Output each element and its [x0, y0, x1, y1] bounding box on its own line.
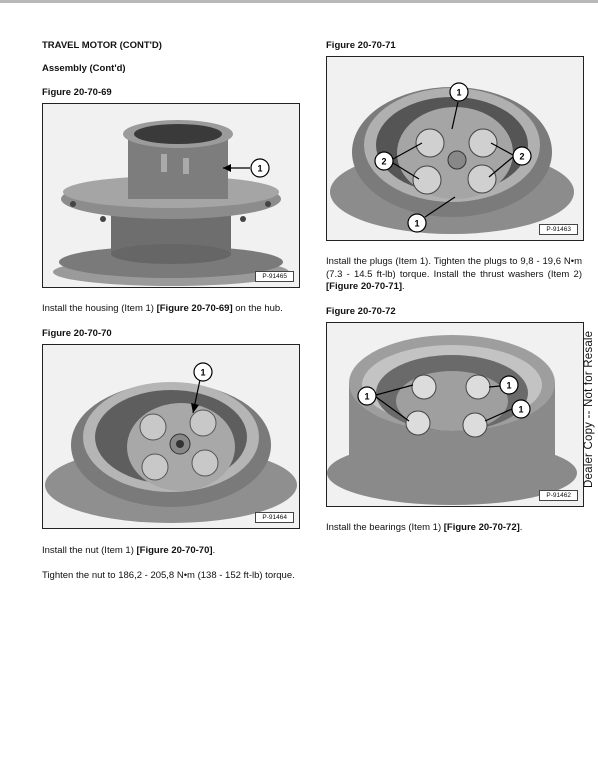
figure-reference: [Figure 20-70-71]	[326, 281, 403, 292]
figure-20-70-71	[326, 56, 584, 241]
photo-number: P-91462	[539, 490, 578, 501]
callout-1: 1	[257, 163, 263, 174]
figure-caption-71: Figure 20-70-71	[326, 40, 396, 51]
callout-2: 2	[519, 151, 525, 162]
callout-1: 1	[456, 87, 462, 98]
watermark: Dealer Copy -- Not for Resale	[583, 330, 595, 488]
plugs-photo	[327, 57, 583, 240]
figure-20-70-70	[42, 344, 300, 529]
figure-reference: [Figure 20-70-72]	[443, 522, 520, 533]
header-rule	[0, 0, 598, 3]
callout-1: 1	[414, 218, 420, 229]
figure-20-70-69	[42, 103, 300, 288]
section-title: TRAVEL MOTOR (CONT'D)	[42, 40, 162, 51]
callout-2: 2	[381, 156, 387, 167]
instruction-nut: Install the nut (Item 1) [Figure 20-70-70].	[42, 545, 216, 556]
nut-photo	[43, 345, 299, 528]
photo-number: P-91465	[255, 271, 294, 282]
bearings-photo	[327, 323, 583, 506]
figure-caption-69: Figure 20-70-69	[42, 87, 112, 98]
photo-number: P-91463	[539, 224, 578, 235]
instruction-bearings: Install the bearings (Item 1) [Figure 20-70-72].	[326, 522, 523, 533]
instruction-plugs: Install the plugs (Item 1). Tighten the plugs to 9,8 - 19,6 N•m (7.3 - 14.5 ft-lb) torque. Install the thrust washers (Item 2) [Figure 20-70-71].	[326, 256, 582, 292]
callout-1: 1	[200, 367, 206, 378]
instruction-housing: Install the housing (Item 1) [Figure 20-70-69] on the hub.	[42, 303, 283, 314]
figure-reference: [Figure 20-70-70]	[136, 545, 213, 556]
callout-1: 1	[518, 404, 524, 415]
figure-reference: [Figure 20-70-69]	[156, 303, 233, 314]
figure-20-70-72	[326, 322, 584, 507]
photo-number: P-91464	[255, 512, 294, 523]
figure-caption-72: Figure 20-70-72	[326, 306, 396, 317]
instruction-torque: Tighten the nut to 186,2 - 205,8 N•m (138 - 152 ft-lb) torque.	[42, 570, 295, 581]
subsection-title: Assembly (Cont'd)	[42, 63, 126, 74]
callout-1: 1	[506, 380, 512, 391]
figure-caption-70: Figure 20-70-70	[42, 328, 112, 339]
callout-1: 1	[364, 391, 370, 402]
housing-photo	[43, 104, 299, 287]
